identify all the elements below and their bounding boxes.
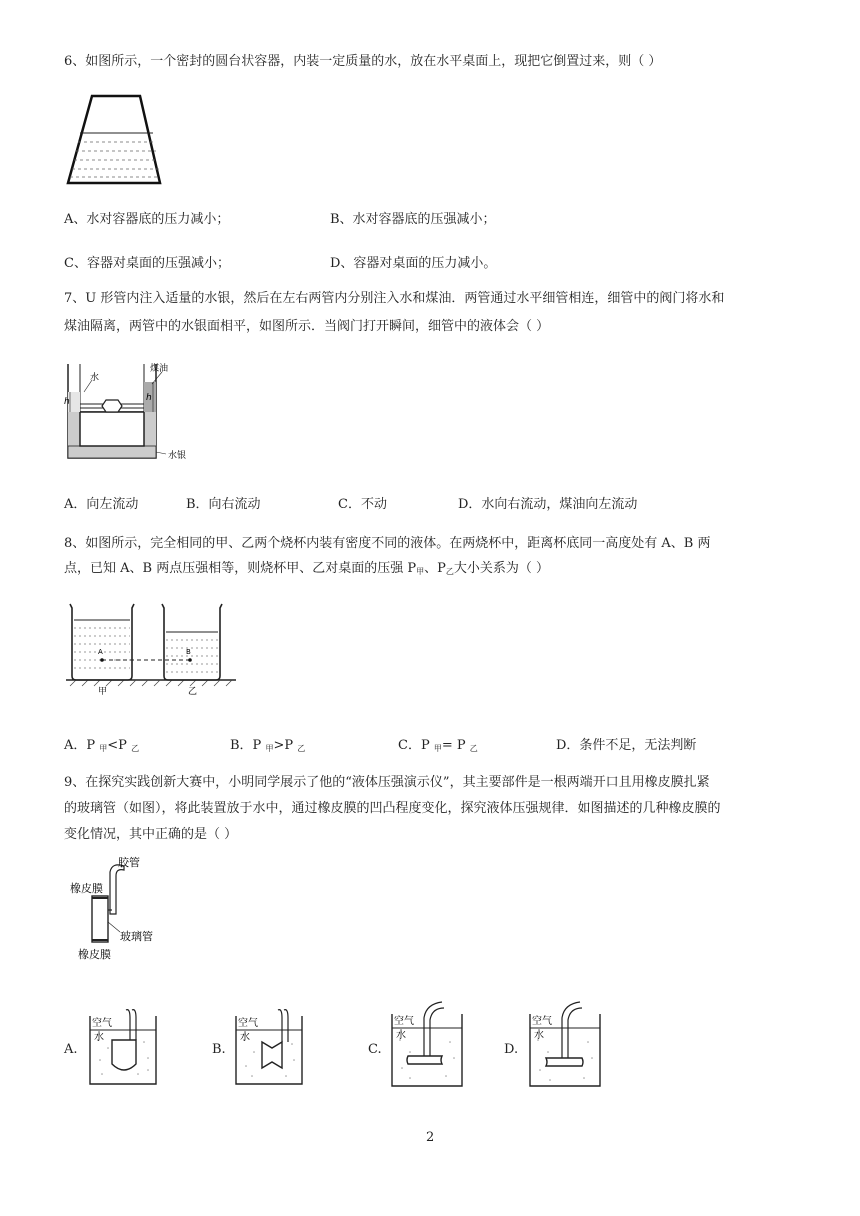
q8-label-jia: 甲	[98, 687, 108, 697]
q9-option-d[interactable]: D.	[504, 1042, 519, 1057]
q8-option-b-mid: >P	[273, 738, 298, 753]
q9-b-label-air: 空气	[238, 1018, 258, 1029]
q9-label-glass-tube: 玻璃管	[120, 930, 153, 943]
q7-label-water: 水	[90, 373, 100, 383]
q9-option-a-figure[interactable]	[88, 1008, 168, 1088]
q8-option-a-sub1: 甲	[99, 744, 108, 753]
q8-stem-line2-a: 点，已知 A、B 两点压强相等，则烧杯甲、乙对桌面的压强 P	[64, 561, 417, 576]
q7-label-h2: h	[146, 393, 152, 403]
q9-option-a[interactable]: A.	[64, 1042, 78, 1057]
page-number: 2	[426, 1130, 435, 1145]
q8-option-c[interactable]	[398, 734, 478, 754]
q8-option-b[interactable]	[230, 734, 305, 754]
q9-stem-line3: 变化情况，其中正确的是（ ）	[64, 827, 238, 842]
q6-frustum-container-figure	[66, 95, 166, 185]
q7-label-kerosene: 煤油	[150, 364, 169, 374]
q8-stem-line2	[64, 556, 549, 585]
q8-option-a-pre: A．P	[64, 738, 100, 753]
q9-label-hose: 胶管	[118, 856, 140, 869]
q9-c-label-water: 水	[396, 1030, 406, 1041]
q8-label-b: B	[186, 648, 191, 656]
q8-option-c-sub2: 乙	[469, 744, 478, 753]
q7-option-a[interactable]: A．向左流动	[64, 497, 139, 512]
q7-stem-line1: 7、U 形管内注入适量的水银，然后在左右两管内分别注入水和煤油．两管通过水平细管相连，细管中的阀门将水和	[64, 291, 725, 306]
q8-option-b-sub1: 甲	[265, 744, 274, 753]
q9-option-c-figure[interactable]	[390, 996, 480, 1086]
q9-option-b[interactable]: B.	[212, 1042, 226, 1057]
q8-option-b-pre: B．P	[230, 738, 266, 753]
q9-label-membrane-top: 橡皮膜	[70, 882, 103, 895]
q8-label-a: A	[98, 648, 103, 656]
q9-label-membrane-bottom: 橡皮膜	[78, 948, 111, 961]
q9-stem-line1: 9、在探究实践创新大赛中，小明同学展示了他的“液体压强演示仪”，其主要部件是一根两端开口且用橡皮膜扎紧	[64, 775, 710, 790]
q6-option-b[interactable]: B、水对容器底的压强减小；	[330, 212, 496, 227]
q8-option-a[interactable]	[64, 734, 139, 754]
q6-option-c[interactable]: C、容器对桌面的压强减小；	[64, 256, 230, 271]
q8-stem-sub-jia: 甲	[416, 567, 425, 576]
q8-option-c-mid: = P	[441, 738, 470, 753]
q8-stem-line2-b: 、P	[424, 561, 446, 576]
q9-c-label-air: 空气	[394, 1016, 414, 1027]
q9-option-b-figure[interactable]	[234, 1008, 314, 1088]
q8-option-c-pre: C．P	[398, 738, 434, 753]
q9-d-label-water: 水	[534, 1030, 544, 1041]
q7-option-b[interactable]: B．向右流动	[186, 497, 261, 512]
q9-stem-line2: 的玻璃管（如图），将此装置放于水中，通过橡皮膜的凹凸程度变化，探究液体压强规律．如图描述的几种橡皮膜的	[64, 801, 721, 816]
q8-label-yi: 乙	[188, 687, 198, 697]
q9-a-label-water: 水	[94, 1032, 104, 1043]
q6-option-d[interactable]: D、容器对桌面的压力减小。	[330, 256, 497, 271]
q9-b-label-water: 水	[240, 1032, 250, 1043]
q8-option-c-sub1: 甲	[433, 744, 442, 753]
q7-option-c[interactable]: C．不动	[338, 497, 387, 512]
q8-stem-sub-yi: 乙	[445, 567, 454, 576]
q8-stem-line2-c: 大小关系为（ ）	[453, 561, 549, 576]
q7-label-mercury: 水银	[168, 451, 187, 461]
q7-label-h1: h	[64, 397, 70, 407]
q6-option-a[interactable]: A、水对容器底的压力减小；	[64, 212, 230, 227]
q7-option-d[interactable]: D．水向右流动，煤油向左流动	[458, 497, 638, 512]
q9-option-c[interactable]: C.	[368, 1042, 382, 1057]
q7-stem-line2: 煤油隔离，两管中的水银面相平，如图所示．当阀门打开瞬间，细管中的液体会（ ）	[64, 319, 550, 334]
q9-apparatus-figure	[64, 858, 164, 968]
q9-d-label-air: 空气	[532, 1016, 552, 1027]
q8-option-a-sub2: 乙	[131, 744, 140, 753]
q8-stem-line1: 8、如图所示，完全相同的甲、乙两个烧杯内装有密度不同的液体。在两烧杯中，距离杯底同一高度处有 A、B 两	[64, 536, 711, 551]
q9-option-d-figure[interactable]	[528, 996, 618, 1086]
q6-stem: 6、如图所示，一个密封的圆台状容器，内装一定质量的水，放在水平桌面上，现把它倒置过来，则（ ）	[64, 54, 662, 69]
q8-beakers-figure	[66, 602, 246, 697]
q9-a-label-air: 空气	[92, 1018, 112, 1029]
q8-option-d[interactable]: D．条件不足，无法判断	[556, 738, 697, 753]
q8-option-a-mid: <P	[107, 738, 132, 753]
q7-u-tube-figure	[64, 362, 194, 462]
q8-option-b-sub2: 乙	[297, 744, 306, 753]
